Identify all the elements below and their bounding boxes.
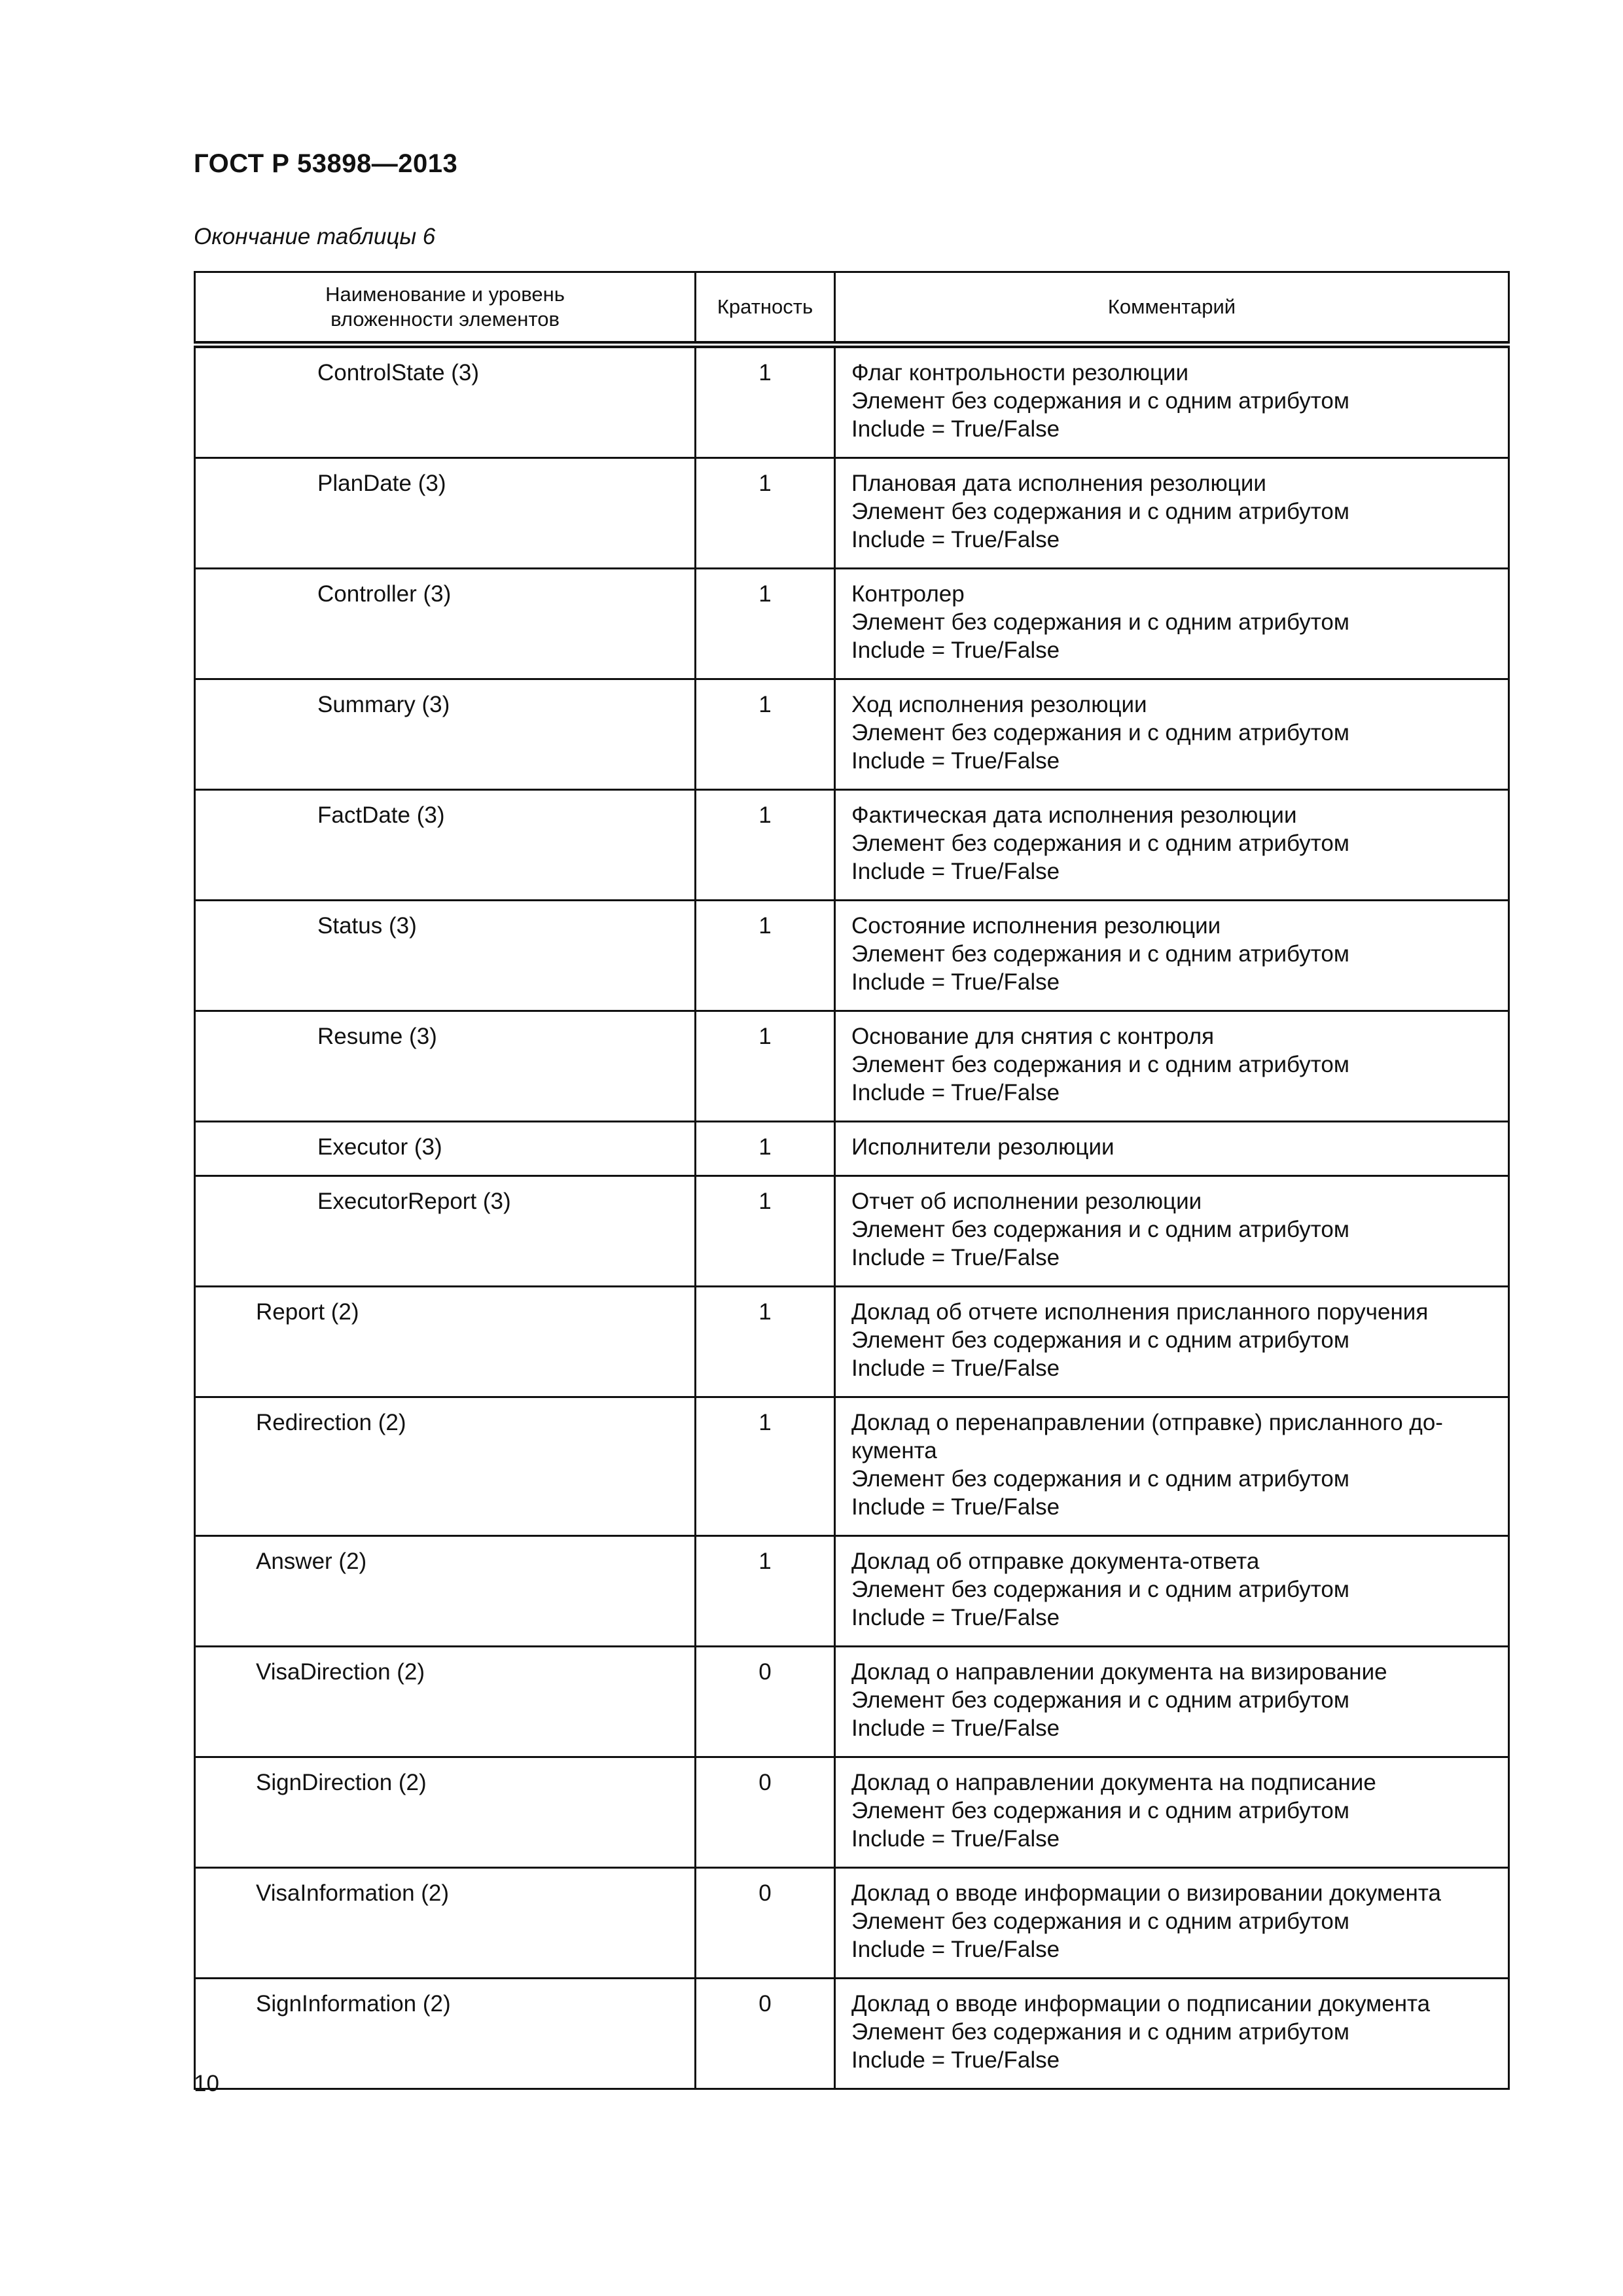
- comment-line: Состояние исполнения резолюции: [851, 913, 1221, 939]
- table-row: [195, 790, 1509, 901]
- comment-line: Include = True/False: [851, 1494, 1060, 1520]
- table-row: [195, 1287, 1509, 1397]
- comment-cell: [835, 458, 1509, 569]
- element-name: SignInformation (2): [195, 1979, 696, 2089]
- comment-line: Include = True/False: [851, 1715, 1060, 1741]
- comment-line: Элемент без содержания и с одним атрибутом: [851, 720, 1349, 745]
- table-header-row: [195, 272, 1509, 345]
- table-row: [195, 569, 1509, 679]
- comment-line: Include = True/False: [851, 1355, 1060, 1381]
- element-name: PlanDate (3): [195, 458, 696, 569]
- multiplicity-value: 1: [696, 569, 835, 679]
- comment-cell: [835, 345, 1509, 458]
- comment-line: Доклад о направлении документа на подписание: [851, 1770, 1376, 1795]
- table-row: [195, 1757, 1509, 1868]
- multiplicity-value: 1: [696, 1287, 835, 1397]
- table-row: [195, 458, 1509, 569]
- comment-line: Include = True/False: [851, 1826, 1060, 1852]
- comment-line: Элемент без содержания и с одним атрибутом: [851, 1909, 1349, 1934]
- column-header-comment: Комментарий: [835, 272, 1509, 345]
- comment-line: Include = True/False: [851, 1605, 1060, 1630]
- comment-line: Доклад об отправке документа-ответа: [851, 1549, 1260, 1574]
- comment-line: Элемент без содержания и с одним атрибутом: [851, 941, 1349, 967]
- comment-line: Элемент без содержания и с одним атрибутом: [851, 1217, 1349, 1242]
- element-name: Controller (3): [195, 569, 696, 679]
- comment-line: Элемент без содержания и с одним атрибутом: [851, 1687, 1349, 1713]
- comment-line: Доклад о вводе информации о визировании документа: [851, 1880, 1441, 1906]
- multiplicity-value: 1: [696, 1176, 835, 1287]
- element-name: Resume (3): [195, 1011, 696, 1122]
- table-row: [195, 901, 1509, 1011]
- multiplicity-value: 1: [696, 790, 835, 901]
- comment-cell: [835, 1536, 1509, 1647]
- comment-line: Элемент без содержания и с одним атрибутом: [851, 1327, 1349, 1353]
- multiplicity-value: 1: [696, 345, 835, 458]
- element-name: Summary (3): [195, 679, 696, 790]
- comment-cell: [835, 790, 1509, 901]
- comment-line: Элемент без содержания и с одним атрибутом: [851, 388, 1349, 414]
- multiplicity-value: 0: [696, 1979, 835, 2089]
- element-name: ControlState (3): [195, 345, 696, 458]
- table-row: [195, 1397, 1509, 1536]
- comment-cell: [835, 1011, 1509, 1122]
- comment-line: Элемент без содержания и с одним атрибутом: [851, 831, 1349, 856]
- comment-cell: [835, 1979, 1509, 2089]
- comment-line: Элемент без содержания и с одним атрибутом: [851, 1466, 1349, 1492]
- table-row: [195, 1868, 1509, 1979]
- comment-line: Исполнители резолюции: [851, 1134, 1115, 1160]
- element-name: ExecutorReport (3): [195, 1176, 696, 1287]
- comment-cell: [835, 1176, 1509, 1287]
- comment-line: Include = True/False: [851, 637, 1060, 663]
- comment-line: Элемент без содержания и с одним атрибутом: [851, 499, 1349, 524]
- document-header: ГОСТ Р 53898—2013: [194, 149, 458, 178]
- element-name: Status (3): [195, 901, 696, 1011]
- comment-line: Include = True/False: [851, 416, 1060, 442]
- comment-cell: [835, 1757, 1509, 1868]
- element-name: Report (2): [195, 1287, 696, 1397]
- comment-line: Доклад о направлении документа на визирование: [851, 1659, 1387, 1685]
- multiplicity-value: 1: [696, 679, 835, 790]
- comment-line: Плановая дата исполнения резолюции: [851, 471, 1266, 496]
- comment-line: Элемент без содержания и с одним атрибутом: [851, 1798, 1349, 1823]
- comment-line: кумента: [851, 1438, 937, 1463]
- element-name: VisaInformation (2): [195, 1868, 696, 1979]
- element-name: SignDirection (2): [195, 1757, 696, 1868]
- specification-table: [194, 271, 1510, 2090]
- comment-line: Include = True/False: [851, 1080, 1060, 1105]
- comment-line: Include = True/False: [851, 527, 1060, 552]
- element-name: Answer (2): [195, 1536, 696, 1647]
- comment-line: Контролер: [851, 581, 965, 607]
- comment-cell: [835, 569, 1509, 679]
- multiplicity-value: 1: [696, 1536, 835, 1647]
- comment-line: Include = True/False: [851, 748, 1060, 774]
- comment-line: Фактическая дата исполнения резолюции: [851, 802, 1297, 828]
- comment-line: Элемент без содержания и с одним атрибутом: [851, 2019, 1349, 2045]
- table-row: [195, 1979, 1509, 2089]
- multiplicity-value: 1: [696, 1011, 835, 1122]
- table-row: [195, 679, 1509, 790]
- comment-line: Include = True/False: [851, 969, 1060, 995]
- element-name: FactDate (3): [195, 790, 696, 901]
- multiplicity-value: 0: [696, 1868, 835, 1979]
- table-row: [195, 1647, 1509, 1757]
- comment-line: Доклад о вводе информации о подписании документа: [851, 1991, 1431, 2017]
- table-row: [195, 345, 1509, 458]
- comment-line: Элемент без содержания и с одним атрибутом: [851, 1052, 1349, 1077]
- table-row: [195, 1011, 1509, 1122]
- comment-cell: [835, 1647, 1509, 1757]
- page-number: 10: [194, 2071, 219, 2096]
- multiplicity-value: 1: [696, 1397, 835, 1536]
- comment-line: Include = True/False: [851, 1937, 1060, 1962]
- multiplicity-value: 1: [696, 458, 835, 569]
- comment-line: Include = True/False: [851, 1245, 1060, 1270]
- comment-cell: [835, 1868, 1509, 1979]
- comment-line: Основание для снятия с контроля: [851, 1024, 1215, 1049]
- table-row: [195, 1536, 1509, 1647]
- comment-line: Флаг контрольности резолюции: [851, 360, 1189, 386]
- element-name: Redirection (2): [195, 1397, 696, 1536]
- comment-line: Include = True/False: [851, 2047, 1060, 2073]
- column-header-name: Наименование и уровень вложенности элементов: [195, 272, 696, 345]
- multiplicity-value: 1: [696, 901, 835, 1011]
- comment-line: Ход исполнения резолюции: [851, 692, 1147, 717]
- comment-line: Include = True/False: [851, 859, 1060, 884]
- comment-cell: [835, 1287, 1509, 1397]
- comment-line: Элемент без содержания и с одним атрибутом: [851, 1577, 1349, 1602]
- element-name: Executor (3): [195, 1122, 696, 1176]
- comment-line: Элемент без содержания и с одним атрибутом: [851, 609, 1349, 635]
- comment-line: Отчет об исполнении резолюции: [851, 1189, 1202, 1214]
- multiplicity-value: 1: [696, 1122, 835, 1176]
- comment-cell: [835, 679, 1509, 790]
- comment-cell: [835, 1122, 1509, 1176]
- comment-cell: [835, 901, 1509, 1011]
- table-row: [195, 1176, 1509, 1287]
- comment-line: Доклад об отчете исполнения присланного поручения: [851, 1299, 1429, 1325]
- comment-line: Доклад о перенаправлении (отправке) присланного до-: [851, 1410, 1443, 1435]
- multiplicity-value: 0: [696, 1647, 835, 1757]
- comment-cell: [835, 1397, 1509, 1536]
- element-name: VisaDirection (2): [195, 1647, 696, 1757]
- table-row: [195, 1122, 1509, 1176]
- multiplicity-value: 0: [696, 1757, 835, 1868]
- table-caption: Окончание таблицы 6: [194, 224, 436, 249]
- column-header-multiplicity: Кратность: [696, 272, 835, 345]
